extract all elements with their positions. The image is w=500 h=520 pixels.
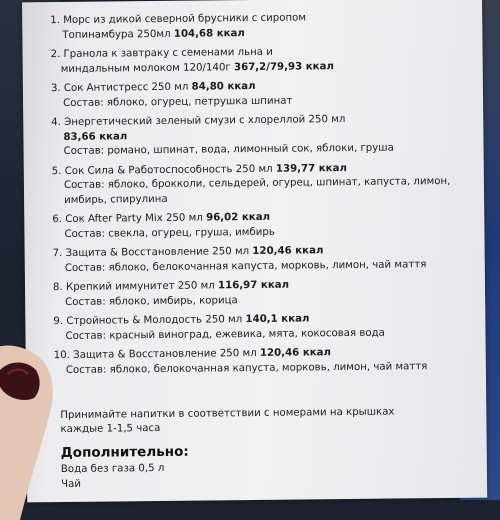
item-kcal: 120,46 ккал [252,245,324,258]
list-item [51,78,451,111]
item-ingredients: Состав: романо, шпинат, вода, лимонный сок, яблоки, груша [63,142,394,157]
item-ingredients: Состав: яблоко, имбирь, корица [65,294,238,308]
item-title: 6. Сок After Party Mix 250 мл [52,212,203,226]
instruction-note: Принимайте напитки в соответствии с номерами на крышках каждые 1-1,5 часа [60,406,395,436]
extra-item: Чай [61,478,81,490]
extra-title: Дополнительно: [60,443,189,462]
item-kcal: 120,46 ккал [259,347,332,359]
item-title: 8. Крепкий иммунитет 250 мл [52,280,215,294]
item-kcal: 116,97 ккал [217,279,290,292]
item-ingredients: Состав: свекла, огурец, груша, имбирь [64,226,275,240]
list-item [51,112,451,160]
item-kcal: 140,1 ккал [245,313,310,326]
item-kcal: 84,80 ккал [191,80,256,93]
extra-item: Вода без газа 0,5 л [60,462,165,476]
hand-holding-paper [0,330,70,520]
item-title: 2. Гранола к завтраку с семенами льна и [50,46,273,61]
item-ingredients: Состав: красный виноград, ежевика, мята, кокосовая вода [65,327,385,342]
extra-list [61,462,165,492]
item-kcal: 83,66 ккал [63,130,128,143]
item-kcal: 104,68 ккал [173,27,245,40]
list-item [50,10,450,43]
item-title: 7. Защита & Восстановление 250 мл [52,246,250,260]
drink-list [50,10,454,383]
item-ingredients: Состав: яблоко, брокколи, сельдерей, огурец, шпинат, капуста, лимон, имбирь, спирулина [63,175,451,206]
list-item [53,311,453,344]
list-item [53,243,453,276]
list-item [54,345,454,378]
item-title: 4. Энергетический зеленый смузи с хлореллой 250 мл [51,114,346,129]
list-item [53,277,453,310]
item-ingredients: Состав: яблоко, белокочанная капуста, морковь, лимон, чай маття [65,360,428,376]
item-ingredients: Состав: яблоко, огурец, петрушка шпинат [63,95,293,109]
item-kcal: 139,77 ккал [275,162,347,175]
list-item [52,209,452,242]
item-kcal: 96,02 ккал [206,211,271,224]
item-title: 10. Защита & Восстановление 250 мл [53,347,257,362]
item-title: 9. Стройность & Молодость 250 мл [53,314,243,328]
list-item [50,44,450,77]
item-title-cont: Топинамбура 250мл [62,28,171,41]
item-title: 5. Сок Сила & Работоспособность 250 мл [51,163,273,177]
list-item [52,160,452,208]
item-title: 1. Морс из дикой северной брусники с сиропом [50,12,307,27]
item-kcal: 367,2/79,93 ккал [233,60,334,73]
item-ingredients: Состав: яблоко, белокочанная капуста, морковь, лимон, чай маття [64,258,427,274]
item-title-cont: миндальным молоком 120/140г [60,61,231,75]
item-title: 3. Сок Антистресс 250 мл [50,81,189,95]
menu-sheet [22,0,487,502]
